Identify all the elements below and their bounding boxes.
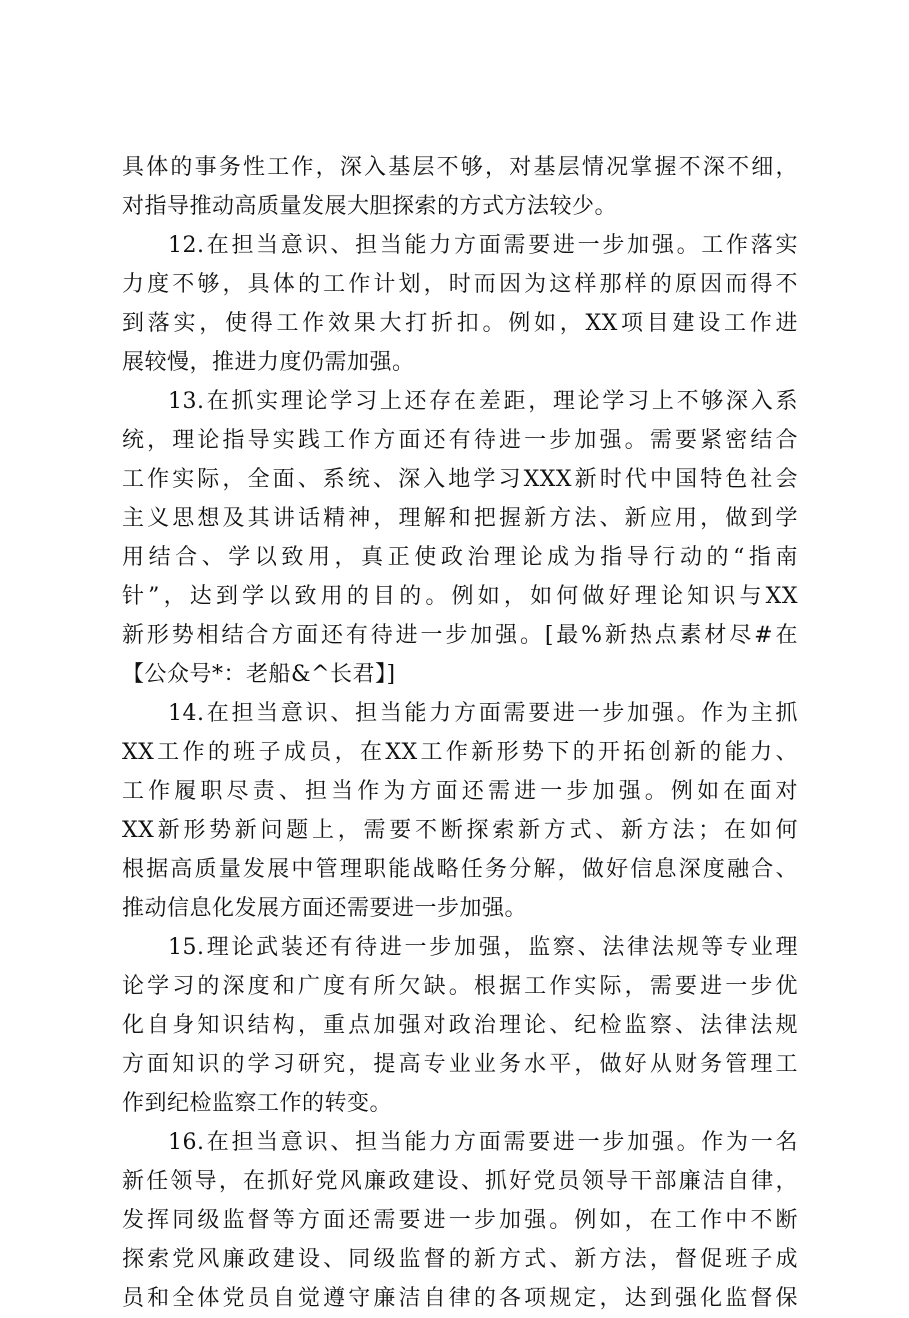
text-line: 力度不够，具体的工作计划，时而因为这样那样的原因而得不	[122, 272, 798, 297]
text-line: 主义思想及其讲话精神，理解和把握新方法、新应用，做到学	[122, 506, 798, 531]
text-line: 方面知识的学习研究，提高专业业务水平，做好从财务管理工	[122, 1052, 798, 1077]
text-line: XX新形势新问题上，需要不断探索新方式、新方法；在如何	[122, 818, 798, 843]
text-line: 具体的事务性工作，深入基层不够，对基层情况掌握不深不细，	[122, 155, 798, 180]
text-line: 13.在抓实理论学习上还存在差距，理论学习上不够深入系	[168, 389, 798, 414]
text-line: 到落实，使得工作效果大打折扣。例如，XX项目建设工作进	[122, 311, 798, 336]
text-line: 化自身知识结构，重点加强对政治理论、纪检监察、法律法规	[122, 1013, 798, 1038]
text-line: 员和全体党员自觉遵守廉洁自律的各项规定，达到强化监督保	[122, 1286, 798, 1311]
text-line: 12.在担当意识、担当能力方面需要进一步加强。工作落实	[168, 233, 798, 258]
text-line: 推动信息化发展方面还需要进一步加强。	[122, 896, 528, 921]
text-line: 新形势相结合方面还有待进一步加强。[最%新热点素材尽#在	[122, 623, 798, 648]
text-line: 16.在担当意识、担当能力方面需要进一步加强。作为一名	[168, 1130, 798, 1155]
text-line: 工作履职尽责、担当作为方面还需进一步加强。例如在面对	[122, 779, 798, 804]
text-line: 新任领导，在抓好党风廉政建设、抓好党员领导干部廉洁自律，	[122, 1169, 798, 1194]
document-page	[122, 148, 798, 1318]
text-line: 展较慢，推进力度仍需加强。	[122, 350, 415, 375]
text-line: 作到纪检监察工作的转变。	[122, 1091, 393, 1116]
text-line: 探索党风廉政建设、同级监督的新方式、新方法，督促班子成	[122, 1247, 798, 1272]
text-line: 工作实际，全面、系统、深入地学习XXX新时代中国特色社会	[122, 467, 798, 492]
text-line: 针”，达到学以致用的目的。例如，如何做好理论知识与XX	[122, 584, 798, 609]
text-line: 统，理论指导实践工作方面还有待进一步加强。需要紧密结合	[122, 428, 798, 453]
text-line: 发挥同级监督等方面还需要进一步加强。例如，在工作中不断	[122, 1208, 798, 1233]
text-line: 【公众号*：老船&^长君】]	[122, 662, 396, 687]
text-line: 15.理论武装还有待进一步加强，监察、法律法规等专业理	[168, 935, 798, 960]
text-line: 论学习的深度和广度有所欠缺。根据工作实际，需要进一步优	[122, 974, 798, 999]
text-line: 14.在担当意识、担当能力方面需要进一步加强。作为主抓	[168, 701, 798, 726]
text-line: 用结合、学以致用，真正使政治理论成为指导行动的“指南	[122, 545, 798, 570]
text-line: XX工作的班子成员，在XX工作新形势下的开拓创新的能力、	[122, 740, 798, 765]
text-line: 根据高质量发展中管理职能战略任务分解，做好信息深度融合、	[122, 857, 798, 882]
text-line: 对指导推动高质量发展大胆探索的方式方法较少。	[122, 194, 618, 219]
